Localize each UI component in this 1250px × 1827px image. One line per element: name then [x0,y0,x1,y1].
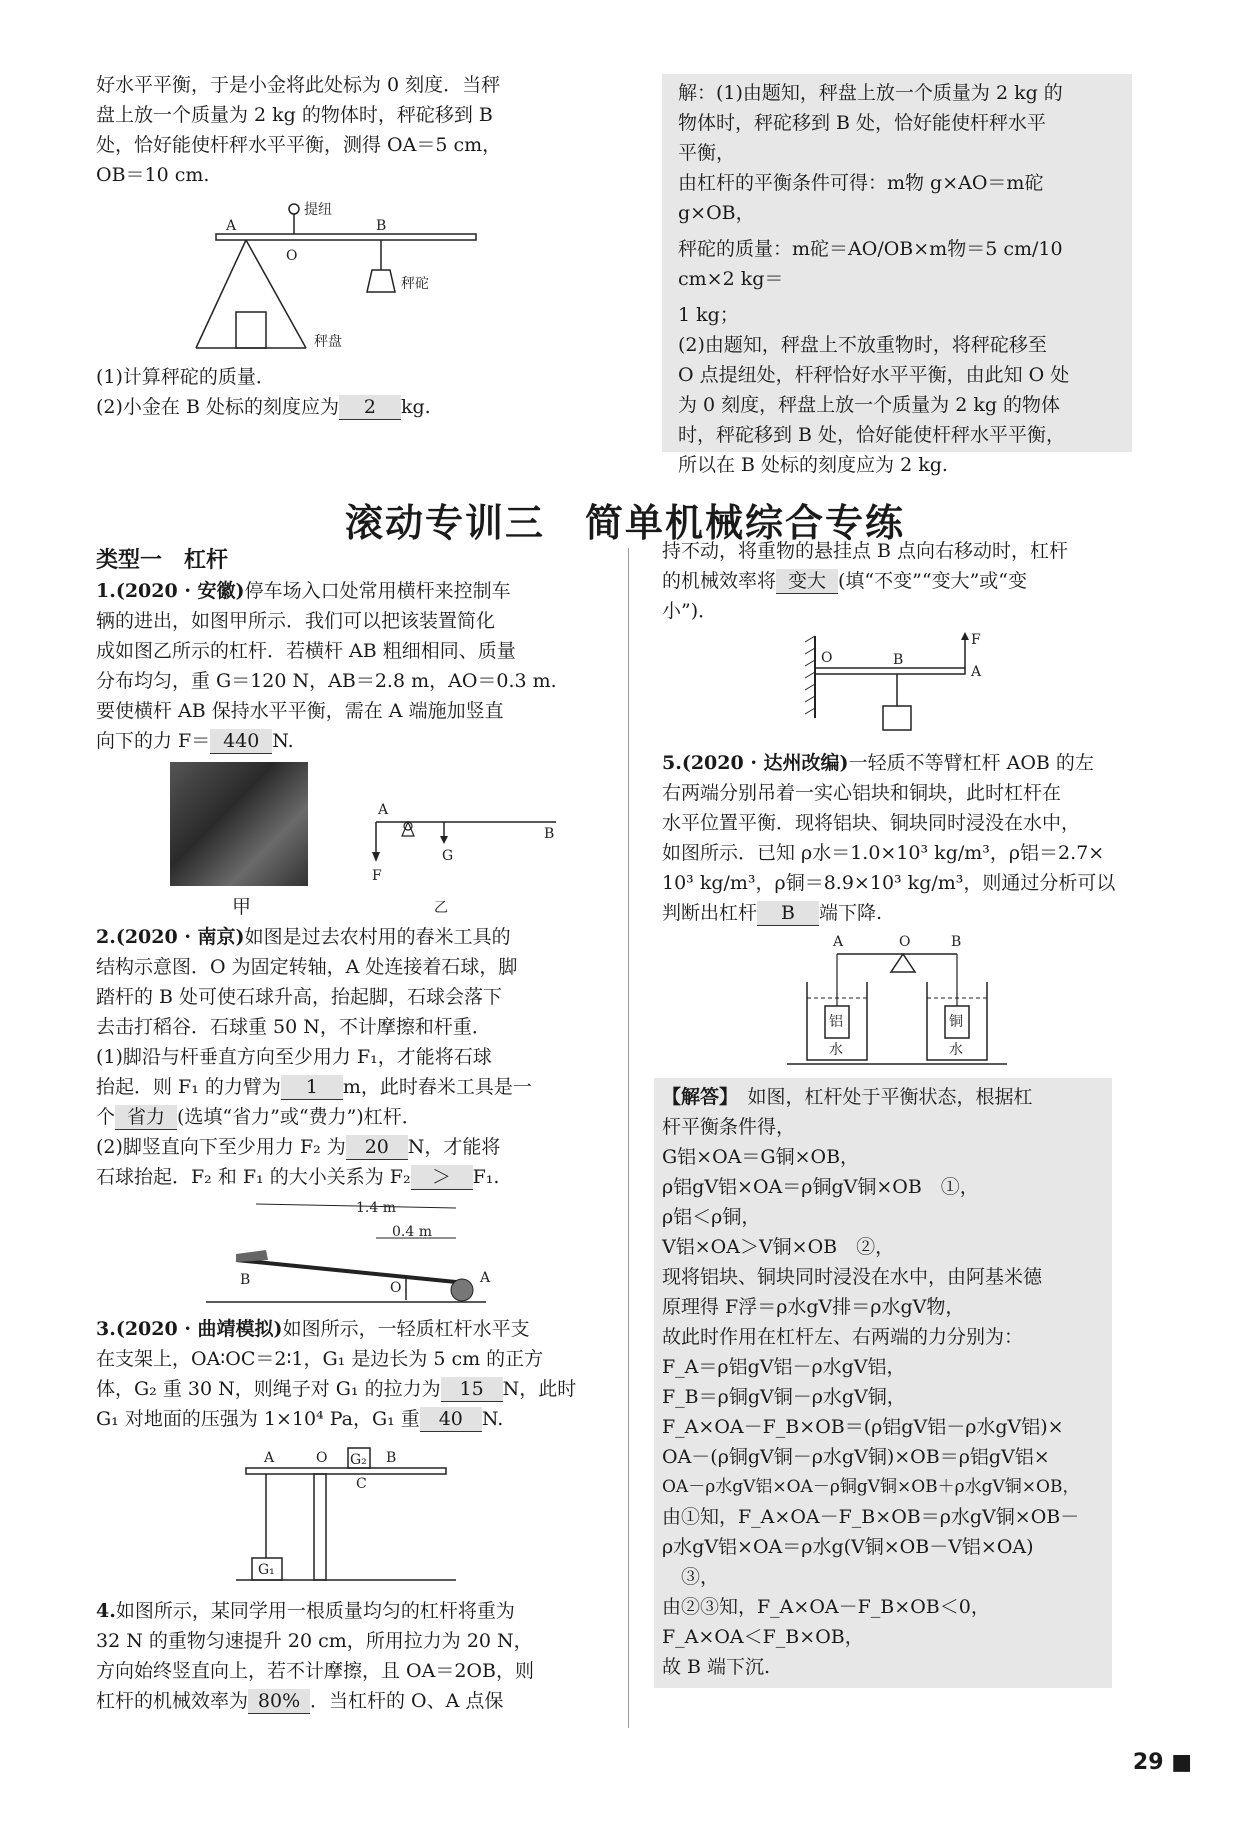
svg-text:0.4 m: 0.4 m [392,1224,432,1240]
svg-text:1.4 m: 1.4 m [356,1200,396,1216]
solution-line: 故 B 端下沉. [662,1656,771,1678]
solution-line: ③， [662,1566,720,1588]
q5-line: 判断出杠杆 B 端下降. [662,902,883,924]
q1-line: 辆的进出，如图甲所示．我们可以把该装置简化 [96,610,496,632]
answer-line: 为 0 刻度，秤盘上放一个质量为 2 kg 的物体 [678,394,1061,416]
section-title: 滚动专训三 简单机械综合专练 [344,501,905,545]
left-questions [96,544,596,1716]
solution-line: F_A×OA－F_B×OB＝(ρ铝gV铝－ρ水gV铝)× [662,1416,1064,1438]
answer-blank: 省力 [115,1105,177,1130]
right-questions [662,536,1132,1688]
solution-line: ρ铝＜ρ铜， [662,1206,761,1228]
lever-diagram-yi [366,782,566,922]
solution-line: F_A×OA＜F_B×OB， [662,1626,864,1648]
q2-line: 结构示意图．O 为固定转轴，A 处连接着石球，脚 [96,956,518,978]
q4-line: 杠杆的机械效率为 80% ．当杠杆的 O、A 点保 [96,1690,504,1712]
text-line: OB＝10 cm. [96,164,210,186]
q3-line: 在支架上，OA∶OC＝2∶1，G₁ 是边长为 5 cm 的正方 [96,1348,544,1370]
q3-line: 体，G₂ 重 30 N，则绳子对 G₁ 的拉力为 15 N，此时 [96,1378,577,1400]
svg-text:水: 水 [829,1042,843,1058]
parking-gate-photo [170,762,308,886]
answer-line: 秤砣的质量：m砣＝AO/OB×m物＝5 cm/10 cm×2 kg＝ [678,238,1063,290]
svg-text:A: A [971,664,982,680]
solution-line: V铝×OA＞V铜×OB ②， [662,1236,895,1258]
svg-text:铜: 铜 [949,1014,963,1030]
solution-line: 故此时作用在杠杆左、右两端的力分别为： [662,1326,1024,1348]
svg-text:G₂: G₂ [350,1452,367,1468]
answer-blank: 440 [210,729,272,754]
solution-line: 由①知，F_A×OA－F_B×OB＝ρ水gV铜×OB－ [662,1506,1080,1528]
q2-line: 踏杆的 B 处可使石球升高，抬起脚，石球会落下 [96,986,503,1008]
q2-line: 2.(2020 · 南京)如图是过去农村用的舂米工具的 [96,926,511,948]
tinui-label: 提纽 [304,202,332,218]
q2-line: 抬起．则 F₁ 的力臂为 1 m，此时舂米工具是一 [96,1076,532,1098]
answer-line: 所以在 B 处标的刻度应为 2 kg. [678,454,948,476]
q5-solution [654,1078,1112,1688]
svg-text:水: 水 [949,1042,963,1058]
q5-line: 如图所示．已知 ρ水＝1.0×10³ kg/m³，ρ铝＝2.7× [662,842,1105,864]
q1-line: 向下的力 F＝ 440 N. [96,730,294,752]
q4-line: 4.如图所示，某同学用一根质量均匀的杠杆将重为 [96,1600,515,1622]
lever-support-figure [236,1440,456,1590]
svg-text:B: B [544,826,555,842]
svg-text:铝: 铝 [829,1014,843,1030]
chengtuo-label: 秤砣 [401,276,429,292]
column-divider [628,548,629,1728]
text-line: 好水平平衡，于是小金将此处标为 0 刻度．当秤 [96,74,501,96]
answer-blank: 2 [339,395,401,420]
q5-line: 右两端分别吊着一实心铝块和铜块，此时杠杆在 [662,782,1062,804]
solution-line: OA－ρ水gV铝×OA－ρ铜gV铜×OB＋ρ水gV铜×OB， [662,1477,1080,1497]
q2-line: 个 省力 (选填“省力”或“费力”)杠杆． [96,1106,421,1128]
category-heading: 类型一 杠杆 [96,548,229,573]
svg-text:B: B [893,652,904,668]
answer-blank: ＞ [411,1165,473,1190]
svg-text:A: A [264,1450,275,1466]
label-o: O [286,248,298,264]
svg-text:O: O [316,1450,328,1466]
solution-line: F_A＝ρ铝gV铝－ρ水gV铝， [662,1356,906,1378]
q1-line: 1.(2020 · 安徽)停车场入口处常用横杆来控制车 [96,580,511,602]
q1-text: (1)计算秤砣的质量． [96,366,275,388]
svg-text:O: O [899,934,911,950]
q5-line: 10³ kg/m³，ρ铜＝8.9×10³ kg/m³，则通过分析可以 [662,872,1116,894]
page-number: 29 ■ [1132,1750,1192,1775]
svg-text:F: F [372,868,382,884]
answer-blank: 20 [346,1135,408,1160]
answer-blank: 80% [248,1689,310,1714]
solution-line: ρ水gV铝×OA＝ρ水g(V铜×OB－V铝×OA) [662,1536,1034,1558]
q3-line: 3.(2020 · 曲靖模拟)如图所示，一轻质杠杆水平支 [96,1318,530,1340]
chengpan-label: 秤盘 [314,334,342,350]
answer-line: 时，秤砣移到 B 处，恰好能使杆秤水平平衡， [678,424,1066,446]
top-right-answer [662,74,1132,476]
svg-text:乙: 乙 [434,900,448,916]
q4-line: 小”)． [662,600,718,622]
svg-text:B: B [951,934,962,950]
q1-figures [96,762,596,922]
solution-line: 原理得 F浮＝ρ水gV排＝ρ水gV物， [662,1296,965,1318]
text-line: 盘上放一个质量为 2 kg 的物体时，秤砣移到 B [96,104,493,126]
svg-text:O: O [821,650,833,666]
q2-line: (2)脚竖直向下至少用力 F₂ 为 20 N，才能将 [96,1136,501,1158]
q2-line: 去击打稻谷．石球重 50 N，不计摩擦和杆重． [96,1016,491,1038]
q3-line: G₁ 对地面的压强为 1×10⁴ Pa，G₁ 重 40 N. [96,1408,504,1430]
solution-line: F_B＝ρ铜gV铜－ρ水gV铜， [662,1386,906,1408]
q5-line: 5.(2020 · 达州改编)一轻质不等臂杠杆 AOB 的左 [662,752,1094,774]
solution-line: 杆平衡条件得， [662,1116,796,1138]
answer-blank: 40 [420,1407,482,1432]
steelyard-figure [196,196,496,356]
text-line: 处，恰好能使杆秤水平平衡，测得 OA＝5 cm， [96,134,502,156]
svg-text:A: A [480,1270,491,1286]
solution-line: 由②③知，F_A×OA－F_B×OB＜0， [662,1596,990,1618]
q4-line: 32 N 的重物匀速提升 20 cm，所用拉力为 20 N， [96,1630,533,1652]
beakers-lever-figure [787,934,1007,1072]
svg-text:F: F [971,632,981,648]
svg-text:A: A [378,802,389,818]
svg-text:G₁: G₁ [258,1562,275,1578]
q5-line: 水平位置平衡．现将铝块、铜块同时浸没在水中， [662,812,1081,834]
top-left-section [96,70,596,422]
q1-line: 成如图乙所示的杠杆．若横杆 AB 粗细相同、质量 [96,640,516,662]
answer-line: 由杠杆的平衡条件可得：m物 g×AO＝m砣 g×OB， [678,172,1044,224]
label-a: A [226,218,237,234]
answer-line: 平衡， [678,142,736,164]
answer-blank: 变大 [776,569,838,594]
svg-text:G: G [442,848,454,864]
q1-line: 要使横杆 AB 保持水平平衡，需在 A 端施加竖直 [96,700,504,722]
wall-lever-figure [797,632,997,742]
solution-line: 现将铝块、铜块同时浸没在水中，由阿基米德 [662,1266,1043,1288]
q2-line: (1)脚沿与杆垂直方向至少用力 F₁，才能将石球 [96,1046,492,1068]
answer-line: 1 kg； [678,304,739,326]
q4-line: 持不动，将重物的悬挂点 B 点向右移动时，杠杆 [662,540,1069,562]
answer-line: (2)由题知，秤盘上不放重物时，将秤砣移至 [678,334,1047,356]
svg-text:O: O [390,1280,402,1296]
solution-line: G铝×OA＝G铜×OB， [662,1146,860,1168]
answer-line: O 点提纽处，杆秤恰好水平平衡，由此知 O 处 [678,364,1070,386]
svg-text:C: C [356,1476,367,1492]
q2-line: (2)小金在 B 处标的刻度应为 2 kg. [96,396,431,418]
q1-line: 分布均匀，重 G＝120 N，AB＝2.8 m，AO＝0.3 m. [96,670,557,692]
q4-line: 的机械效率将 变大 (填“不变”“变大”或“变 [662,570,1027,592]
q2-line: 石球抬起．F₂ 和 F₁ 的大小关系为 F₂ ＞ F₁. [96,1166,500,1188]
answer-line: 物体时，秤砣移到 B 处，恰好能使杆秤水平 [678,112,1047,134]
solution-line: OA－(ρ铜gV铜－ρ水gV铜)×OB＝ρ铝gV铝× [662,1446,1050,1468]
solution-line: ρ铝gV铝×OA＝ρ铜gV铜×OB ①， [662,1176,979,1198]
svg-text:B: B [386,1450,397,1466]
answer-blank: B [757,901,819,926]
svg-text:A: A [833,934,844,950]
svg-text:B: B [240,1272,251,1288]
fig-jia-label: 甲 [232,896,252,918]
answer-blank: 15 [441,1377,503,1402]
q4-line: 方向始终竖直向上，若不计摩擦，且 OA＝2OB，则 [96,1660,534,1682]
rice-pounder-figure [206,1198,491,1308]
solution-line: 【解答】 如图，杠杆处于平衡状态，根据杠 [662,1086,1033,1108]
answer-blank: 1 [281,1075,343,1100]
answer-line: 解：(1)由题知，秤盘上放一个质量为 2 kg 的 [678,82,1063,104]
label-b: B [376,218,387,234]
